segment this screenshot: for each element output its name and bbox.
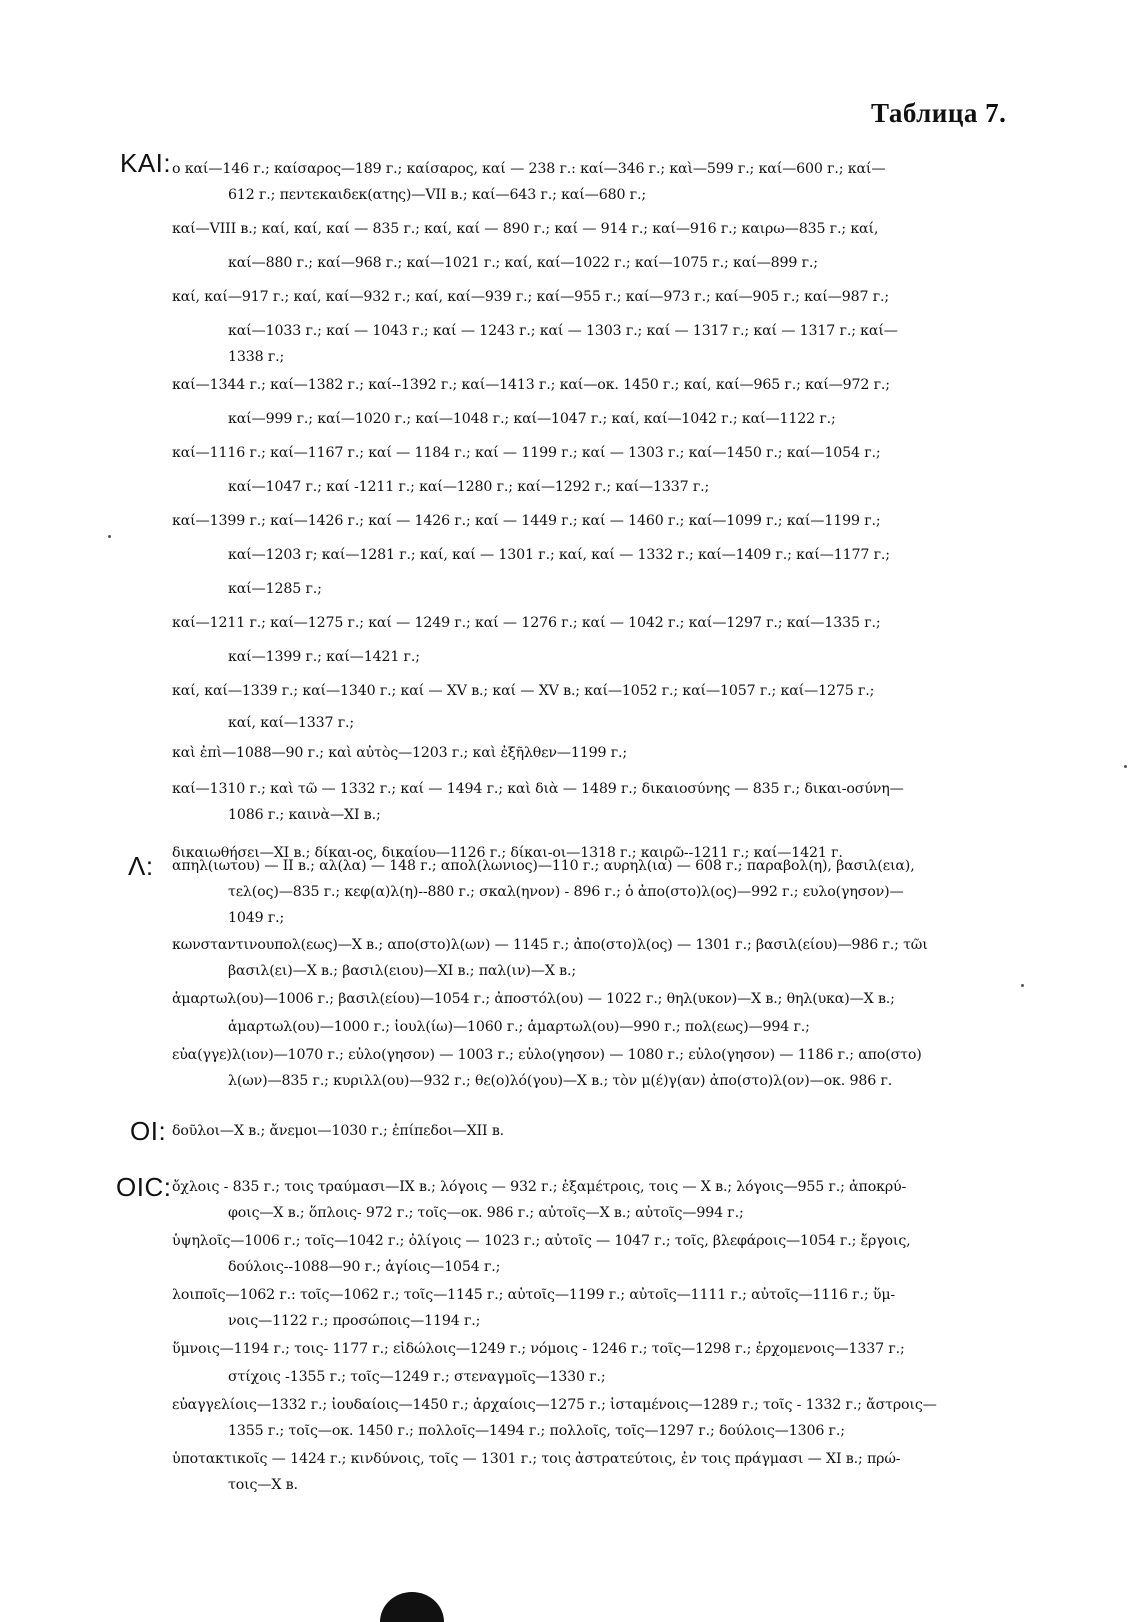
entry-line: καί—1203 г; καί—1281 г.; καί, καί — 1301 г.; καί, καί — 1332 г.; καί—1409 г.; καί—1177 г.;	[228, 547, 890, 563]
entry-line: απηλ(ιωτου) — II в.; αλ(λα) — 148 г.; απολ(λωνιος)—110 г.; αυρηλ(ια) — 608 г.; παραβολ(η), βασιλ(εια),	[172, 858, 915, 874]
page-title: Таблица 7.	[871, 98, 1007, 128]
entry-line: καί—1033 г.; καί — 1043 г.; καί — 1243 г.; καί — 1303 г.; καί — 1317 г.; καί — 1317 г.; καί—	[228, 323, 898, 339]
entry-line: τελ(ος)—835 г.; κεφ(α)λ(η)--880 г.; σκαλ(ηνον) - 896 г.; ὁ ἀπο(στο)λ(ος)—992 г.; ευλο(γησον)—	[228, 884, 904, 900]
entry-line: καί—1399 г.; καί—1426 г.; καί — 1426 г.; καί — 1449 г.; καί — 1460 г.; καί—1099 г.; καί—1199 г.;	[172, 513, 881, 529]
entry-line: βασιλ(ει)—X в.; βασιλ(ειου)—XI в.; παλ(ιν)—X в.;	[228, 963, 576, 979]
entry-line: 1049 г.;	[228, 910, 285, 926]
section-label: OIC:	[116, 1172, 172, 1202]
scan-speck	[108, 535, 111, 538]
entry-line: δικαιωθήσει—XI в.; δίκαι-ος, δικαίου—1126 г.; δίκαι-οι—1318 г.; καιρῶ--1211 г.; καί—1421 г.	[172, 845, 843, 861]
entry-line: ὑποτακτικοῖς — 1424 г.; κινδύνοις, τοῖς — 1301 г.; τοις ἀστρατεύτοις, ἐν τοις πράγμασι — XI в.; πρώ-	[172, 1451, 901, 1467]
scan-speck	[1124, 765, 1127, 768]
entry-line: καί, καί—1339 г.; καί—1340 г.; καί — XV в.; καί — XV в.; καί—1052 г.; καί—1057 г.; καί—1275 г.;	[172, 683, 875, 699]
section-label: KAI:	[120, 148, 172, 178]
entry-line: δοῦλοι—X в.; ἄνεμοι—1030 г.; ἐπίπεδοι—XII в.	[172, 1123, 505, 1139]
entry-line: ἁμαρτωλ(ου)—1006 г.; βασιλ(είου)—1054 г.; ἀποστόλ(ου) — 1022 г.; θηλ(υκον)—X в.; θηλ(υκα)—X в.;	[172, 991, 895, 1007]
entry-line: καί—1211 г.; καί—1275 г.; καί — 1249 г.; καί — 1276 г.; καί — 1042 г.; καί—1297 г.; καί—1335 г.;	[172, 615, 881, 631]
entry-line: καί—880 г.; καί—968 г.; καί—1021 г.; καί, καί—1022 г.; καί—1075 г.; καί—899 г.;	[228, 255, 818, 271]
entry-line: καί—1344 г.; καί—1382 г.; καί--1392 г.; καί—1413 г.; καί—ок. 1450 г.; καί, καί—965 г.; καί—972 г.;	[172, 377, 890, 393]
entry-line: 1338 г.;	[228, 349, 285, 365]
entry-line: ὄχλοις - 835 г.; τοις τραύμασι—IX в.; λόγοις — 932 г.; ἑξαμέτροις, τοις — X в.; λόγοις—955 г.; ἀποκρύ-	[172, 1179, 907, 1195]
entry-line: καί—1285 г.;	[228, 581, 322, 597]
entry-line: 1086 г.; καινὰ—XI в.;	[228, 807, 381, 823]
entry-line: καὶ ἐπὶ—1088—90 г.; καὶ αὐτὸς—1203 г.; καὶ ἐξῆλθεν—1199 г.;	[172, 745, 628, 761]
entry-line: καί—1310 г.; καὶ τῶ — 1332 г.; καί — 1494 г.; καὶ διὰ — 1489 г.; δικαιοσύνης — 835 г.; δικαι-οσύνη—	[172, 781, 904, 797]
scan-speck	[1021, 984, 1024, 987]
entry-line: ἁμαρτωλ(ου)—1000 г.; ἰουλ(ίω)—1060 г.; ἁμαρτωλ(ου)—990 г.; πολ(εως)—994 г.;	[228, 1019, 810, 1035]
entry-line: καί, καί—1337 г.;	[228, 715, 355, 731]
scan-blot	[380, 1592, 444, 1622]
entry-line: δούλοις--1088—90 г.; ἁγίοις—1054 г.;	[228, 1259, 501, 1275]
entry-line: ὑψηλοῖς—1006 г.; τοῖς—1042 г.; ὀλίγοις — 1023 г.; αὐτοῖς — 1047 г.; τοῖς, βλεφάροις—1054 г.; ἔργοις,	[172, 1233, 911, 1249]
section-label: Λ:	[128, 851, 154, 881]
entry-line: 612 г.; πεντεκαιδεκ(ατης)—VII в.; καί—643 г.; καί—680 г.;	[228, 187, 646, 203]
entry-line: καί—VIII в.; καί, καί, καί — 835 г.; καί, καί — 890 г.; καί — 914 г.; καί—916 г.; καιρω—835 г.; καί,	[172, 221, 879, 237]
entry-line: καί—1116 г.; καί—1167 г.; καί — 1184 г.; καί — 1199 г.; καί — 1303 г.; καί—1450 г.; καί—1054 г.;	[172, 445, 881, 461]
entry-line: λοιποῖς—1062 г.: τοῖς—1062 г.; τοῖς—1145 г.; αὐτοῖς—1199 г.; αὐτοῖς—1111 г.; αὐτοῖς—1116 г.; ὕμ-	[172, 1287, 896, 1303]
entry-line: λ(ων)—835 г.; κυριλλ(ου)—932 г.; θε(ο)λό(γου)—X в.; τὸν μ(έ)γ(αν) ἀπο(στο)λ(ον)—ок. 986 г.	[228, 1073, 893, 1089]
entry-line: τοις—X в.	[228, 1477, 298, 1493]
entry-line: εὐαγγελίοις—1332 г.; ἰουδαίοις—1450 г.; ἀρχαίοις—1275 г.; ἱσταμένοις—1289 г.; τοῖς - 1332 г.; ἄστροις—	[172, 1397, 937, 1413]
entry-line: κωνσταντινουπολ(εως)—X в.; απο(στο)λ(ων) — 1145 г.; ἀπο(στο)λ(ος) — 1301 г.; βασιλ(είου)—986 г.; τῶι	[172, 937, 928, 953]
entry-line: καί—999 г.; καί—1020 г.; καί—1048 г.; καί—1047 г.; καί, καί—1042 г.; καί—1122 г.;	[228, 411, 836, 427]
entry-line: 1355 г.; τοῖς—ок. 1450 г.; πολλοῖς—1494 г.; πολλοῖς, τοῖς—1297 г.; δούλοις—1306 г.;	[228, 1423, 845, 1439]
entry-line: καί, καί—917 г.; καί, καί—932 г.; καί, καί—939 г.; καί—955 г.; καί—973 г.; καί—905 г.; καί—987 г.;	[172, 289, 890, 305]
entry-line: ο καί—146 г.; καίσαρος—189 г.; καίσαρος, καί — 238 г.: καί—346 г.; καὶ—599 г.; καί—600 г.; καί—	[172, 161, 886, 177]
entry-line: στίχοις -1355 г.; τοῖς—1249 г.; στεναγμοῖς—1330 г.;	[228, 1369, 606, 1385]
entry-line: φοις—X в.; ὅπλοις- 972 г.; τοῖς—ок. 986 г.; αὐτοῖς—X в.; αὐτοῖς—994 г.;	[228, 1205, 744, 1221]
entry-line: νοις—1122 г.; προσώποις—1194 г.;	[228, 1313, 481, 1329]
entry-line: ὕμνοις—1194 г.; τοις- 1177 г.; εἰδώλοις—1249 г.; νόμοις - 1246 г.; τοῖς—1298 г.; ἐρχομενοις—1337 г.;	[172, 1341, 905, 1357]
entry-line: εὐα(γγε)λ(ιον)—1070 г.; εὐλο(γησον) — 1003 г.; εὐλο(γησον) — 1080 г.; εὐλο(γησον) — 1186 г.; απο(στο)	[172, 1047, 922, 1063]
entry-line: καί—1399 г.; καί—1421 г.;	[228, 649, 420, 665]
entry-line: καί—1047 г.; καί -1211 г.; καί—1280 г.; καί—1292 г.; καί—1337 г.;	[228, 479, 710, 495]
section-label: OI:	[130, 1116, 167, 1146]
